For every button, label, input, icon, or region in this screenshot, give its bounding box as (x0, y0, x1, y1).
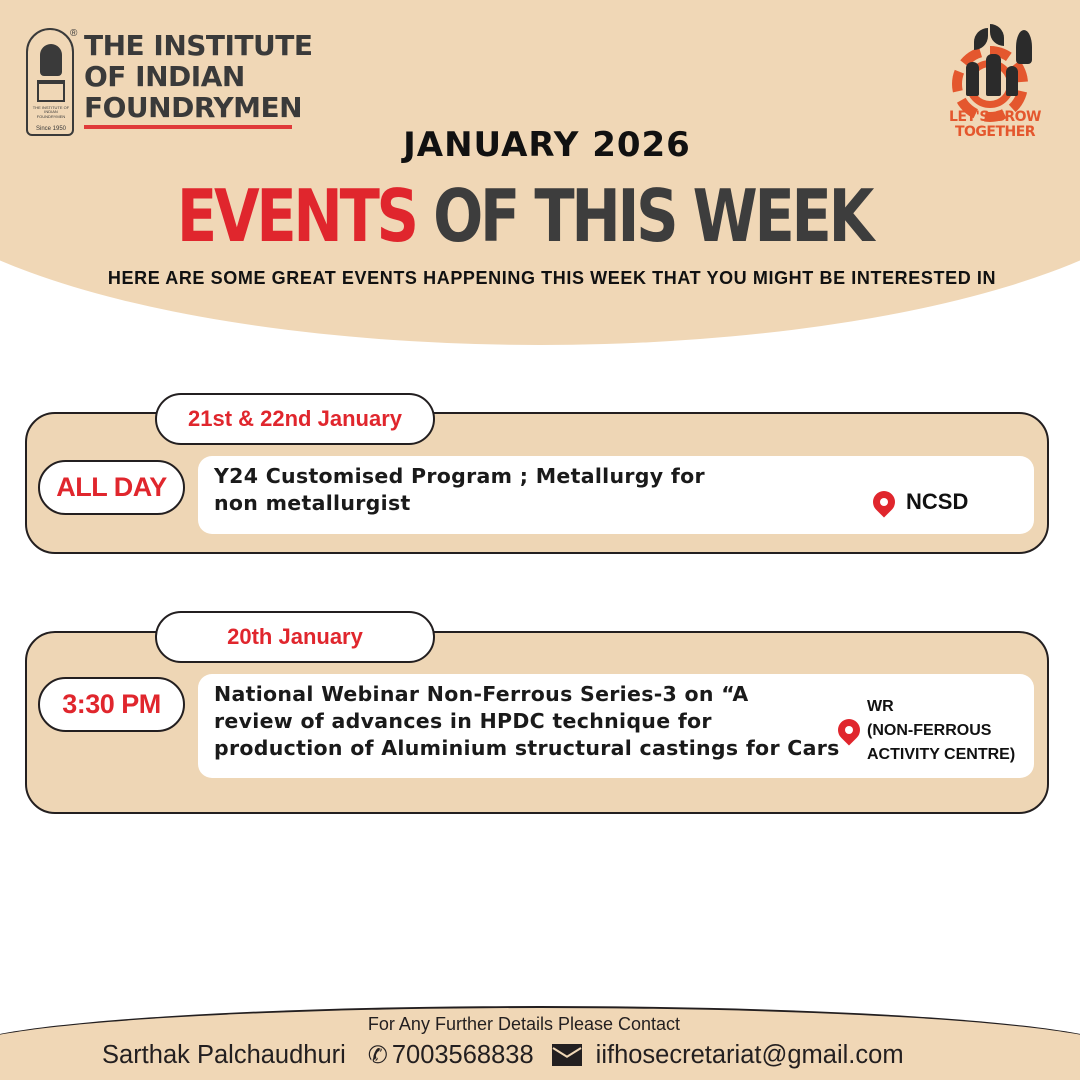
contact-row (102, 1039, 904, 1071)
event-title: Y24 Customised Program ; Metallurgy for non metallurgist (214, 464, 705, 515)
page-title (94, 176, 953, 256)
contact-name: Sarthak Palchaudhuri (102, 1040, 346, 1069)
seal-text: THE INSTITUTE OF INDIAN FOUNDRYMEN (32, 105, 70, 119)
event-date: 20th January (155, 611, 435, 663)
event-title: National Webinar Non-Ferrous Series-3 on “A review of advances in HPDC technique for production of Aluminium structural castings for Cars (214, 682, 840, 760)
title-rest: OF THIS WEEK (415, 174, 872, 258)
event-details (198, 456, 1034, 534)
month-heading: JANUARY 2026 (403, 125, 691, 165)
person-icon (986, 54, 1001, 96)
contact-email[interactable]: iifhosecretariat@gmail.com (595, 1040, 904, 1069)
iif-logo (26, 28, 313, 136)
event-details (198, 674, 1034, 778)
phone-icon: ✆ (367, 1041, 388, 1069)
title-events: EVENTS (176, 174, 416, 258)
seal-since: Since 1950 (35, 126, 67, 132)
subtitle: HERE ARE SOME GREAT EVENTS HAPPENING THIS WEEK THAT YOU MIGHT BE INTERESTED IN (107, 268, 997, 288)
event-venue: NCSD (906, 489, 969, 514)
event-time: ALL DAY (38, 460, 185, 515)
event-date: 21st & 22nd January (155, 393, 435, 445)
contact-phone[interactable]: 7003568838 (391, 1040, 534, 1069)
logo-wordmark (84, 30, 313, 136)
emblem-text: LET'S GROW TOGETHER (949, 109, 1041, 140)
iif-seal-icon (26, 28, 78, 136)
logo-line-2: OF INDIAN (84, 60, 245, 93)
guitar-icon (1016, 30, 1032, 64)
mail-icon (552, 1044, 582, 1066)
person-icon (966, 62, 979, 96)
logo-line-3: FOUNDRYMEN (84, 91, 303, 124)
registered-mark: ® (70, 28, 78, 39)
person-icon (1006, 66, 1018, 96)
logo-line-1: THE INSTITUTE (84, 29, 313, 62)
event-venue: WR (NON-FERROUS ACTIVITY CENTRE) (867, 698, 1016, 763)
location-pin-icon (868, 486, 899, 517)
event-time: 3:30 PM (38, 677, 185, 732)
footer-note: For Any Further Details Please Contact (367, 1014, 681, 1034)
